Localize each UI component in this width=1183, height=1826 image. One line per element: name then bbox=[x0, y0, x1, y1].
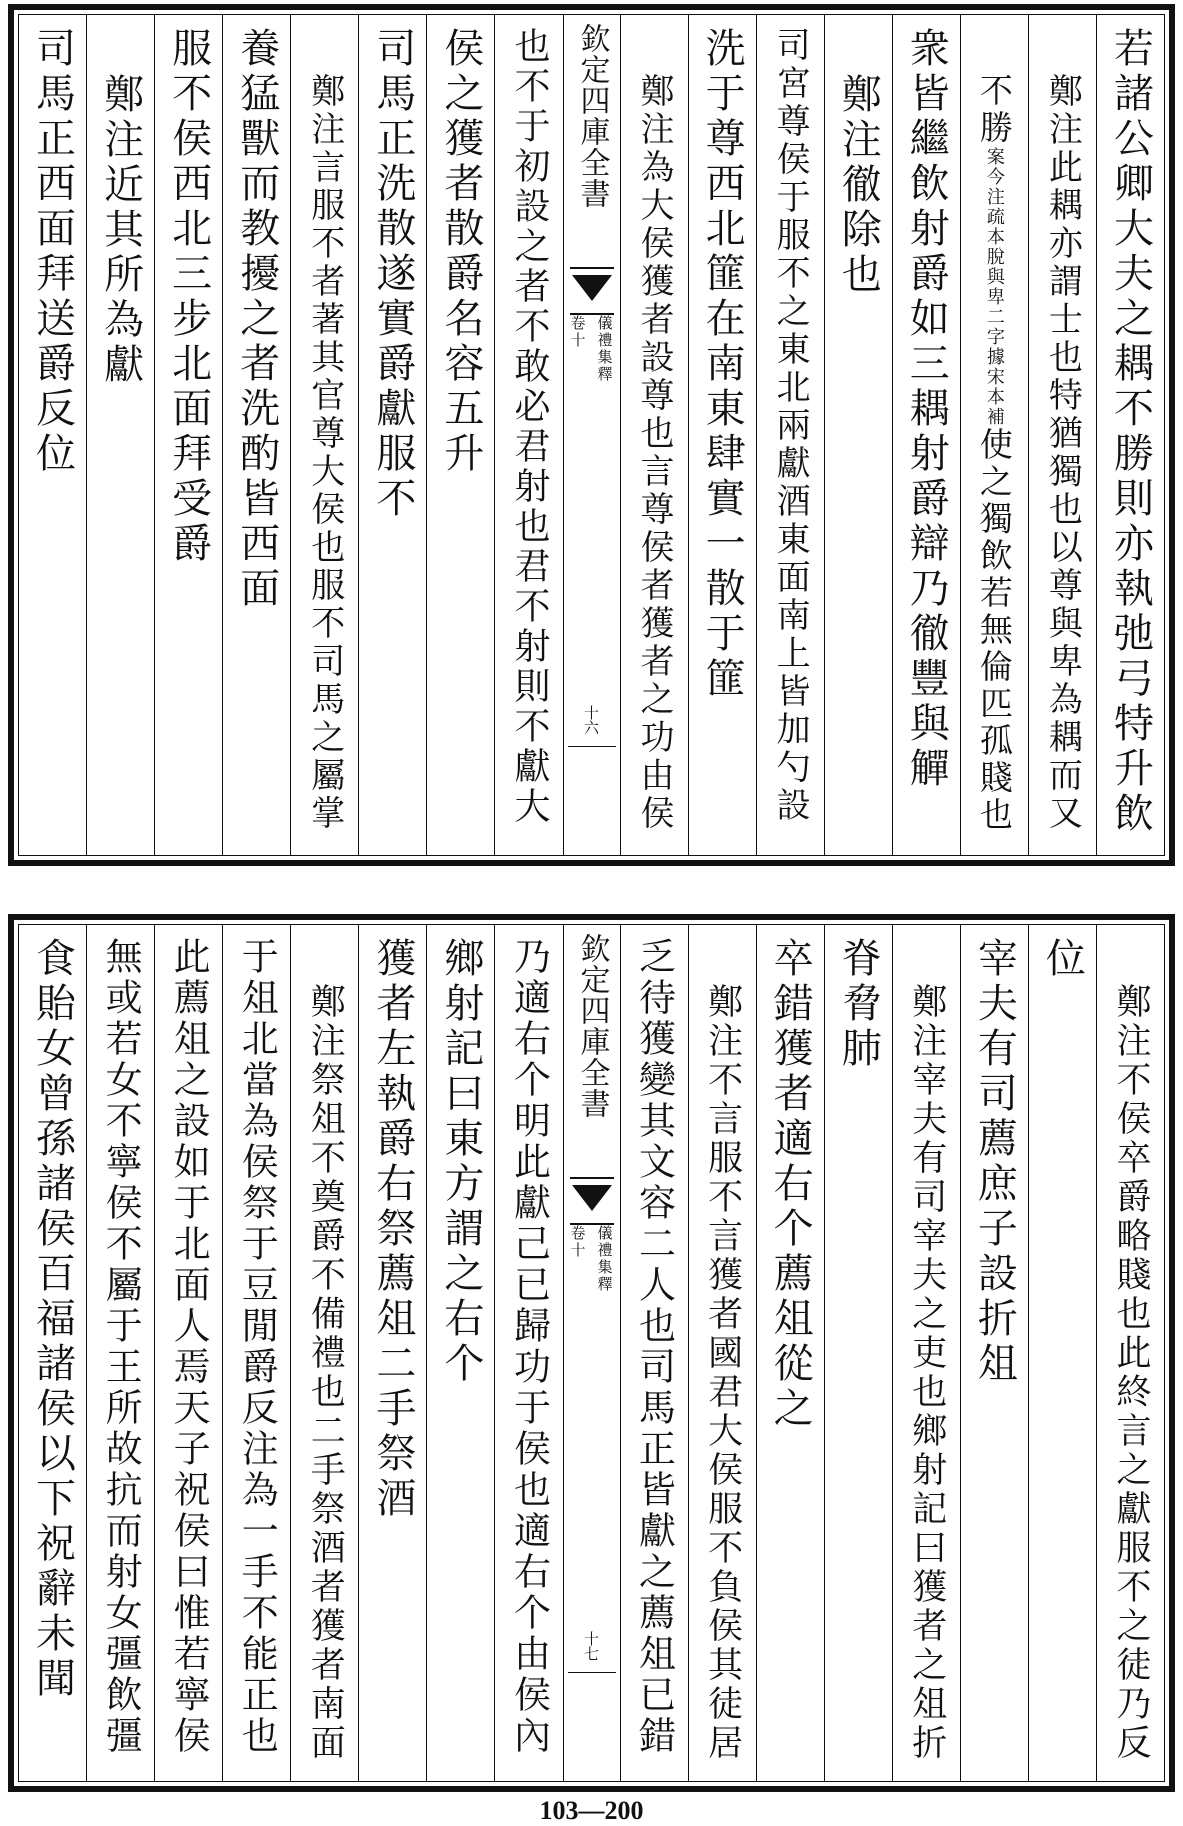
note-left: 與卑二字據宋本補 bbox=[983, 267, 1005, 427]
text-column bbox=[426, 925, 494, 1781]
column-text: 洗于尊西北篚在南東肆實一散于篚 bbox=[699, 27, 746, 702]
text-column bbox=[86, 925, 154, 1781]
text-column bbox=[756, 925, 824, 1781]
text-column bbox=[688, 15, 756, 855]
column-text: 服不侯西北三步北面拜受爵 bbox=[165, 27, 212, 567]
interlinear-note bbox=[985, 147, 1003, 427]
column-text: 鄭注言服不者著其官尊大侯也服不司馬之屬掌 bbox=[304, 73, 345, 833]
column-text: 乏待獲變其文容二人也司馬正皆獻之薦俎已錯 bbox=[632, 937, 676, 1757]
column-text: 鄭注不侯卒爵略賤也此終言之獻服不之徒乃反 bbox=[1110, 983, 1151, 1763]
book-name-block bbox=[568, 315, 616, 383]
center-fold-column bbox=[563, 925, 620, 1781]
column-text: 脊脅肺 bbox=[835, 937, 882, 1072]
fishtail-mark bbox=[570, 1177, 614, 1225]
column-text: 鄭注不言服不言獲者國君大侯服不負侯其徒居 bbox=[702, 983, 743, 1763]
text-column bbox=[154, 925, 222, 1781]
column-text: 卒錯獲者適右个薦俎從之 bbox=[767, 937, 814, 1432]
folio-number: 十六 bbox=[582, 705, 600, 735]
column-text: 也不于初設之者不敢必君射也君不射則不獻大 bbox=[508, 27, 550, 827]
center-fold-column bbox=[563, 15, 620, 855]
column-text: 獲者左執爵右祭薦俎二手祭酒 bbox=[369, 937, 416, 1522]
column-text: 位 bbox=[1039, 937, 1086, 982]
inner-frame bbox=[18, 924, 1165, 1782]
column-text: 鄭注此耦亦謂士也特猶獨也以尊與卑為耦而又 bbox=[1042, 73, 1083, 833]
text-column bbox=[494, 15, 562, 855]
text-column bbox=[222, 925, 290, 1781]
text-column bbox=[824, 15, 892, 855]
text-column bbox=[1028, 15, 1096, 855]
text-column bbox=[19, 925, 86, 1781]
column-text: 此薦俎之設如于北面人焉天子祝侯曰惟若寧侯 bbox=[167, 937, 211, 1757]
text-column bbox=[620, 925, 688, 1781]
text-column bbox=[290, 15, 358, 855]
column-text bbox=[974, 73, 1014, 834]
column-text: 司馬正洗散遂實爵獻服不 bbox=[369, 27, 416, 522]
note-right: 案今注疏本脫 bbox=[983, 147, 1005, 267]
fold-rule bbox=[568, 1672, 616, 1673]
text-columns bbox=[19, 15, 1164, 855]
column-text: 若諸公卿大夫之耦不勝則亦執弛弓特升飲 bbox=[1107, 27, 1154, 837]
column-text: 鄭注徹除也 bbox=[835, 73, 882, 298]
juan-number: 卷十 bbox=[568, 1225, 587, 1259]
text-column bbox=[1096, 925, 1164, 1781]
column-text: 于俎北當為侯祭于豆閒爵反注為一手不能正也 bbox=[235, 937, 279, 1757]
column-text: 鄭注為大侯獲者設尊也言尊侯者獲者之功由侯 bbox=[634, 73, 675, 833]
column-text: 鄭注祭俎不奠爵不備禮也二手祭酒者獲者南面 bbox=[305, 983, 346, 1763]
column-text-head: 不勝 bbox=[974, 73, 1014, 147]
column-text: 無或若女不寧侯不屬于王所故抗而射女彊飲彊 bbox=[99, 937, 143, 1757]
book-name: 儀禮集釋 bbox=[595, 315, 614, 383]
text-column bbox=[824, 925, 892, 1781]
column-text: 司馬正西面拜送爵反位 bbox=[29, 27, 76, 477]
text-column bbox=[494, 925, 562, 1781]
text-column bbox=[756, 15, 824, 855]
page-number: 103—200 bbox=[539, 1796, 644, 1825]
inner-frame bbox=[18, 14, 1165, 856]
text-column bbox=[358, 925, 426, 1781]
column-text-tail: 使之獨飲若無倫匹孤賤也 bbox=[974, 427, 1014, 834]
page-leaf-top bbox=[8, 4, 1175, 866]
text-column bbox=[222, 15, 290, 855]
text-column bbox=[688, 925, 756, 1781]
text-column bbox=[154, 15, 222, 855]
text-columns bbox=[19, 925, 1164, 1781]
column-text: 食貽女曾孫諸侯百福諸侯以下祝辭未聞 bbox=[29, 937, 76, 1702]
column-text: 宰夫有司薦庶子設折俎 bbox=[971, 937, 1018, 1387]
column-text: 鄭注近其所為獻 bbox=[97, 73, 144, 388]
book-name: 儀禮集釋 bbox=[595, 1225, 614, 1293]
column-text: 侯之獲者散爵名容五升 bbox=[437, 27, 484, 477]
text-column bbox=[1028, 925, 1096, 1781]
column-text: 養猛獸而教擾之者洗酌皆西面 bbox=[233, 27, 280, 612]
column-text: 司宮尊侯于服不之東北兩獻酒東面南上皆加勺設 bbox=[770, 27, 811, 825]
text-column bbox=[620, 15, 688, 855]
page-leaf-bottom bbox=[8, 914, 1175, 1792]
book-title: 欽定四庫全書 bbox=[574, 23, 610, 209]
fold-rule bbox=[568, 746, 616, 747]
juan-number: 卷十 bbox=[568, 315, 587, 349]
text-column bbox=[960, 925, 1028, 1781]
book-title: 欽定四庫全書 bbox=[574, 933, 610, 1119]
folio-number: 十七 bbox=[582, 1631, 600, 1661]
column-text: 衆皆繼飲射爵如三耦射爵辯乃徹豐與觶 bbox=[903, 27, 950, 792]
text-column bbox=[426, 15, 494, 855]
text-column bbox=[358, 15, 426, 855]
book-name-block bbox=[568, 1225, 616, 1293]
text-column bbox=[892, 15, 960, 855]
text-column bbox=[86, 15, 154, 855]
text-column bbox=[290, 925, 358, 1781]
text-column bbox=[1096, 15, 1164, 855]
text-column bbox=[892, 925, 960, 1781]
fishtail-mark bbox=[570, 267, 614, 315]
column-text: 鄭注宰夫有司宰夫之吏也鄉射記曰獲者之俎折 bbox=[906, 983, 947, 1763]
column-text: 鄉射記曰東方謂之右个 bbox=[437, 937, 484, 1387]
column-text: 乃適右个明此獻己已歸功于侯也適右个由侯內 bbox=[507, 937, 551, 1757]
text-column-with-note bbox=[960, 15, 1028, 855]
text-column bbox=[19, 15, 86, 855]
